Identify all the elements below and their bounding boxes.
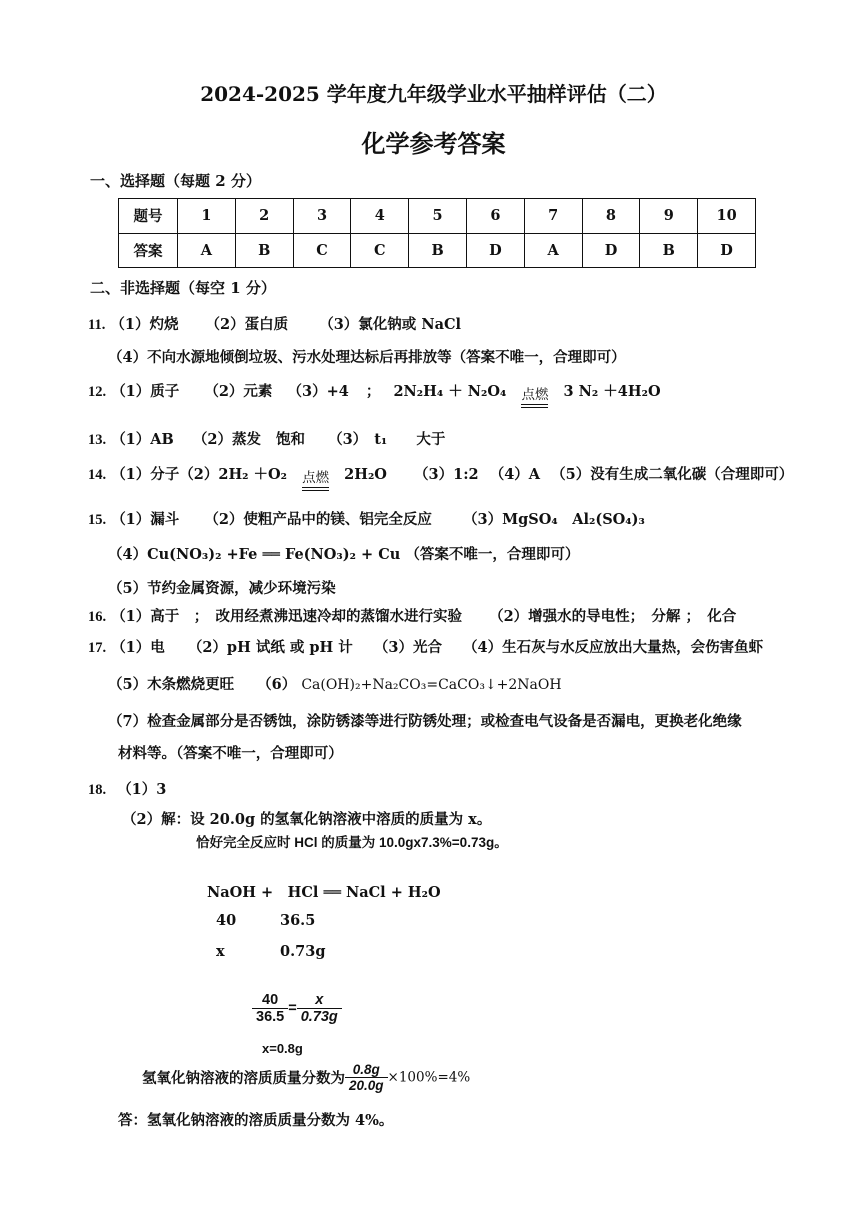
q14-a: （1）分子（2）2H₂ ＋O₂: [111, 466, 288, 483]
q18-c: 恰好完全反应时 HCl 的质量为 10.0gx7.3%=0.73g。: [196, 835, 508, 850]
ignite-condition: [300, 466, 331, 491]
q18-mass-0-73: 0.73g: [280, 943, 326, 960]
question-number: 7: [524, 199, 582, 234]
q18-number: 18.: [88, 782, 107, 798]
q11-d: （4）不向水源地倾倒垃圾、污水处理达标后再排放等（答案不唯一，合理即可）: [108, 349, 626, 366]
percent-numerator: 0.8g: [345, 1062, 388, 1078]
question-number: 1: [178, 199, 236, 234]
question-number: 6: [466, 199, 524, 234]
q16-a: （1）高于 ； 改用经煮沸迅速冷却的蒸馏水进行实验: [111, 608, 463, 625]
q15-line1: [88, 508, 645, 529]
q17-c: （3）光合: [373, 639, 442, 656]
answer-cell: D: [698, 233, 756, 268]
row-label-question: 题号: [119, 199, 178, 234]
q16-number: 16.: [88, 609, 107, 625]
answer-cell: C: [293, 233, 351, 268]
q12-a: （1）质子: [111, 383, 180, 400]
double-line: [302, 487, 329, 491]
q17-g: （7）检查金属部分是否锈蚀，涂防锈漆等进行防锈处理；或检查电气设备是否漏电，更换老化绝缘: [108, 713, 742, 730]
q14-line: [88, 463, 793, 488]
q18-mass-36-5: 36.5: [280, 912, 316, 929]
double-line: [521, 404, 548, 408]
q14-b: 2H₂O: [344, 466, 387, 483]
q18-a: （1）3: [117, 781, 167, 798]
q13-a: （1）AB: [111, 431, 174, 448]
answer-table: [118, 198, 756, 268]
row-label-answer: 答案: [119, 233, 178, 268]
q18-proportion: [252, 992, 342, 1025]
fraction-right-numerator: x: [297, 992, 342, 1009]
q18-percent-text: 氢氧化钠溶液的溶质质量分数为: [142, 1070, 345, 1087]
q17-b: （2）pH 试纸 或 pH 计: [187, 639, 353, 656]
q13-line: [88, 428, 445, 449]
question-number: 8: [582, 199, 640, 234]
document-title: 2024-2025 学年度九年级学业水平抽样评估（二）: [200, 82, 667, 106]
section1-heading: 一、选择题（每题 2 分）: [90, 172, 261, 190]
question-number: 4: [351, 199, 409, 234]
q11-number: 11.: [88, 317, 106, 333]
fraction-left-numerator: 40: [252, 992, 288, 1009]
answer-cell: A: [178, 233, 236, 268]
q11-a: （1）灼烧: [110, 316, 179, 333]
q15-a: （1）漏斗: [111, 511, 180, 528]
q17-a: （1）电: [111, 639, 165, 656]
q14-d: （4）A: [489, 466, 541, 483]
answer-row: [119, 233, 756, 268]
fraction-equals: =: [288, 1000, 297, 1017]
q12-number: 12.: [88, 384, 107, 400]
q11-line1: [88, 313, 461, 334]
q14-number: 14.: [88, 467, 107, 483]
q15-b: （2）使粗产品中的镁、铝完全反应: [204, 511, 432, 528]
q18-percent-line: [142, 1062, 470, 1093]
q18-line1: [88, 778, 166, 799]
q14-c: （3）1:2: [414, 466, 479, 483]
ignite-label: 点燃: [302, 470, 330, 486]
q16-b: （2）增强水的导电性； 分解 ； 化合: [489, 608, 737, 625]
q12-equation-left: 2N₂H₄ ＋ N₂O₄: [393, 383, 507, 400]
q11-c: （3）氯化钠或 NaCl: [319, 316, 462, 333]
q18-answer: 答：氢氧化钠溶液的溶质质量分数为 4%。: [118, 1112, 394, 1129]
ignite-condition: [519, 383, 550, 408]
q15-number: 15.: [88, 512, 107, 528]
q17-line1: [88, 636, 763, 657]
q17-h: 材料等。（答案不唯一，合理即可）: [118, 745, 343, 762]
question-number: 5: [409, 199, 467, 234]
q12-b: （2）元素: [204, 383, 273, 400]
fraction-left-denominator: 36.5: [256, 1009, 285, 1025]
q14-e: （5）没有生成二氧化碳（合理即可）: [551, 466, 794, 483]
q15-e: （5）节约金属资源，减少环境污染: [108, 580, 336, 597]
q15-d: （4）Cu(NO₃)₂ +Fe ══ Fe(NO₃)₂ + Cu （答案不唯一，合理即可）: [108, 546, 580, 563]
answer-cell: C: [351, 233, 409, 268]
q17-number: 17.: [88, 640, 107, 656]
q18-equation: NaOH + HCl ══ NaCl + H₂O: [207, 884, 441, 901]
q12-sep: ；: [365, 383, 381, 400]
q12-c: （3）+4: [287, 383, 349, 400]
q13-number: 13.: [88, 432, 107, 448]
answer-cell: D: [582, 233, 640, 268]
fraction-right: [297, 992, 342, 1025]
q13-c: 饱和: [276, 431, 306, 448]
q18-b: （2）解：设 20.0g 的氢氧化钠溶液中溶质的质量为 x。: [122, 811, 492, 828]
q18-mass-x: x: [216, 943, 225, 960]
q17-f-equation: Ca(OH)₂+Na₂CO₃=CaCO₃↓+2NaOH: [301, 677, 562, 693]
answer-cell: A: [524, 233, 582, 268]
q17-line2: [108, 673, 562, 694]
q17-d: （4）生石灰与水反应放出大量热，会伤害鱼虾: [463, 639, 764, 656]
q18-mass-40: 40: [216, 912, 237, 929]
answer-cell: B: [640, 233, 698, 268]
ignite-label: 点燃: [521, 387, 549, 403]
answer-cell: D: [466, 233, 524, 268]
q13-b: （2）蒸发: [192, 431, 261, 448]
q13-f: 大于: [416, 431, 446, 448]
q12-equation-right: 3 N₂ ＋4H₂O: [563, 383, 661, 400]
percent-denominator: 20.0g: [349, 1078, 384, 1093]
percent-fraction: [345, 1062, 388, 1093]
q18-x-result: x=0.8g: [262, 1041, 303, 1056]
fraction-left: [252, 992, 288, 1025]
answer-cell: B: [235, 233, 293, 268]
question-number: 2: [235, 199, 293, 234]
fraction-right-denominator: 0.73g: [300, 1009, 338, 1025]
q18-percent-tail: ×100%=4%: [387, 1069, 471, 1086]
section2-heading: 二、非选择题（每空 1 分）: [90, 279, 276, 297]
q12-line: [88, 380, 661, 405]
q13-e: t₁: [374, 431, 388, 448]
document-subtitle: 化学参考答案: [361, 129, 506, 158]
q15-c: （3）MgSO₄ Al₂(SO₄)₃: [463, 511, 645, 528]
question-number: 3: [293, 199, 351, 234]
q11-b: （2）蛋白质: [205, 316, 289, 333]
q13-d: （3）: [328, 431, 368, 448]
q16-line: [88, 605, 736, 626]
q17-f: （6）: [257, 676, 297, 693]
question-number: 9: [640, 199, 698, 234]
question-number: 10: [698, 199, 756, 234]
answer-cell: B: [409, 233, 467, 268]
question-row: [119, 199, 756, 234]
q17-e: （5）木条燃烧更旺: [108, 676, 235, 693]
